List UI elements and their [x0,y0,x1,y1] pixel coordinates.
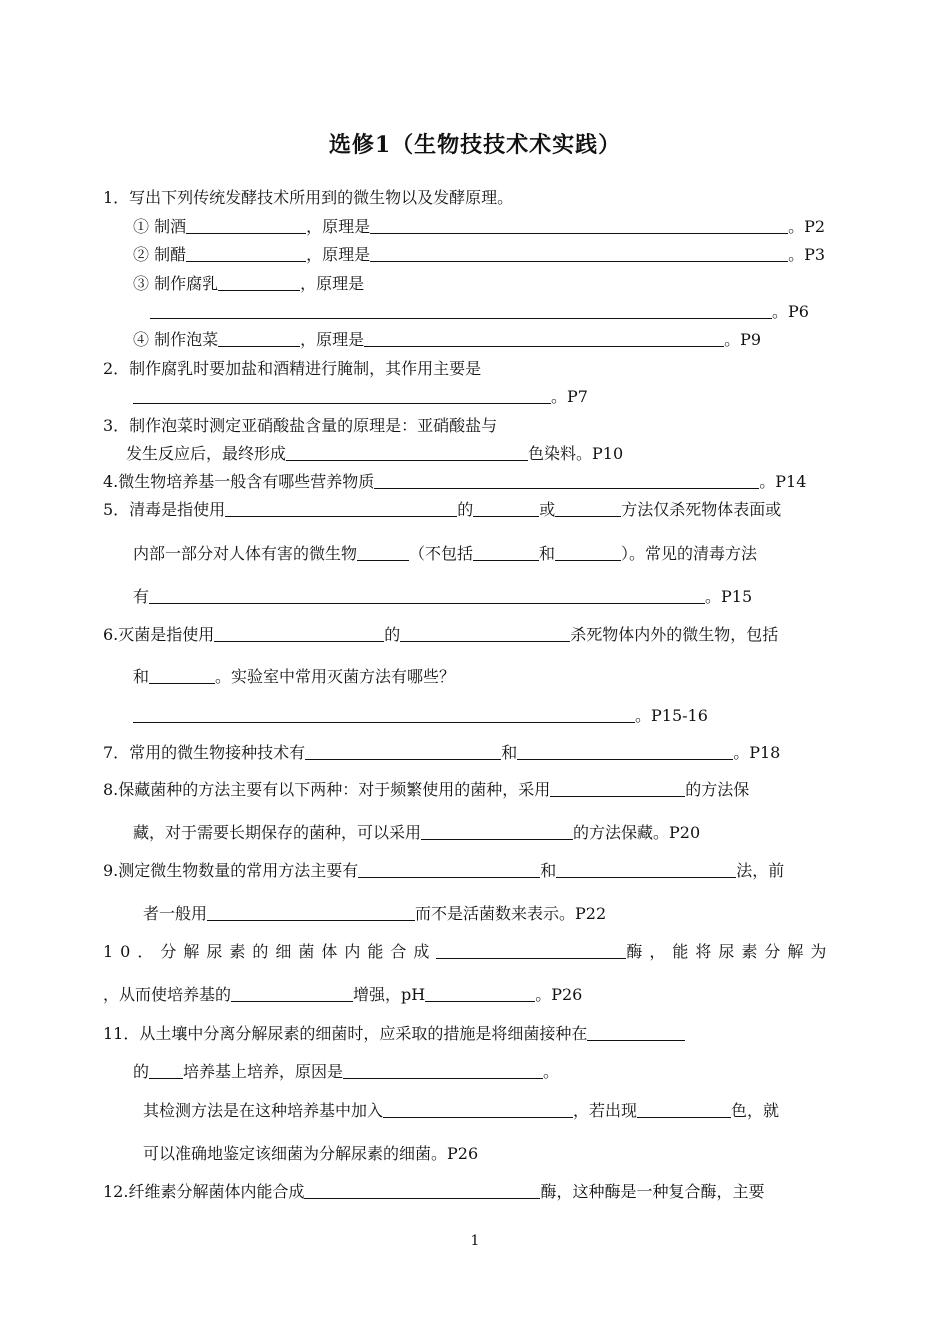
q8-text-c: 藏，对于需要长期保存的菌种，可以采用 [133,823,422,842]
blank [149,668,215,684]
q1-pickle-label: ④ 制作泡菜 [133,330,219,349]
q1-wine-label: ① 制酒 [133,217,187,236]
blank [370,246,788,262]
q3-page: 色染料。P10 [528,444,624,463]
q6-line1 [103,625,778,645]
q6-text-c: 杀死物体内外的微生物，包括 [570,625,779,644]
blank [370,218,788,234]
page-title: 选修1（生物技技术术实践） [328,132,622,158]
q1-wine-line [133,217,825,237]
q11-line3 [143,1101,779,1121]
q10-text-c: ，从而使培养基的 [103,985,232,1004]
q5-line3 [133,587,752,607]
q4-text: 4.微生物培养基一般含有哪些营养物质 [103,472,375,491]
q6-text-e: 。实验室中常用灭菌方法有哪些？ [215,667,456,686]
q1-furu-line [133,274,364,294]
blank [133,707,635,723]
blank [473,545,539,561]
blank [374,473,759,489]
q5-text-h: ）。常见的清毒方法 [621,544,758,563]
q11-text-b: 的 [133,1062,150,1081]
blank [186,246,306,262]
q1-intro: 1．写出下列传统发酵技术所用到的微生物以及发酵原理。 [103,188,514,207]
q12-line1 [103,1182,764,1202]
q1-pickle-principle-label: ，原理是 [300,330,365,349]
blank [218,331,300,347]
q7-line [103,743,780,763]
q6-line3 [133,706,708,726]
q3-line1: 3．制作泡菜时测定亚硝酸盐含量的原理是：亚硝酸盐与 [103,416,498,435]
q1-furu-label: ③ 制作腐乳 [133,274,219,293]
q10-line1 [103,942,833,962]
q9-text-b: 和 [540,861,557,880]
q5-text-c: 或 [539,500,556,519]
blank [218,275,300,291]
q7-text-a: 7．常用的微生物接种技术有 [103,743,306,762]
q11-text-c: 培养基上培养，原因是 [183,1062,344,1081]
page-number: 1 [470,1233,480,1249]
blank [556,862,736,878]
q12-text-a: 12.纤维素分解菌体内能合成 [103,1182,305,1201]
q11-text-f: ，若出现 [573,1101,638,1120]
blank [517,744,733,760]
q9-text-d: 者一般用 [143,904,208,923]
q2-page: 。P7 [551,387,588,406]
blank [425,986,535,1002]
blank [225,501,457,517]
q1-vinegar-principle-label: ，原理是 [306,245,371,264]
blank [555,545,621,561]
q11-line4: 可以准确地鉴定该细菌为分解尿素的细菌。P26 [143,1144,479,1163]
blank [286,445,528,461]
q5-text-b: 的 [457,500,474,519]
q1-furu-principle-label: ，原理是 [300,274,365,293]
blank [587,1025,685,1041]
q5-text-d: 方法仅杀死物体表面或 [621,500,782,519]
q1-vinegar-line [133,245,825,265]
q1-wine-principle-label: ，原理是 [306,217,371,236]
blank [133,388,551,404]
blank [150,303,772,319]
q6-page: 。P15-16 [635,706,708,725]
q5-text-e: 内部一部分对人体有害的微生物 [133,544,358,563]
q8-text-b: 的方法保 [685,780,750,799]
blank [207,905,415,921]
q4-line [103,472,806,492]
blank [304,1183,540,1199]
q5-text-f: （不包括 [409,544,474,563]
q9-text-e: 而不是活菌数来表示。P22 [415,904,607,923]
q10-page: 。P26 [535,985,583,1004]
q10-text-b: 酶，能将尿素分解为 [626,942,834,961]
q5-text-i: 有 [133,587,150,606]
q10-text-a: 10．分解尿素的细菌体内能合成 [103,942,437,961]
q4-page: 。P14 [759,472,807,491]
q12-text-b: 酶，这种酶是一种复合酶，主要 [540,1182,765,1201]
blank [305,744,501,760]
q10-line2 [103,985,582,1005]
blank [436,943,626,959]
blank [550,781,685,797]
q1-pickle-line [133,330,761,350]
blank [214,626,384,642]
q6-text-b: 的 [384,625,401,644]
q10-text-d: 增强，pH [353,985,426,1004]
q7-text-b: 和 [501,743,518,762]
blank [358,862,540,878]
q3-line2 [126,444,623,464]
q6-text-a: 6.灭菌是指使用 [103,625,215,644]
q9-line1 [103,861,784,881]
q2-line2 [133,387,588,407]
q1-vinegar-label: ② 制醋 [133,245,187,264]
q6-text-d: 和 [133,667,150,686]
q9-line2 [143,904,606,924]
q8-text-a: 8.保藏菌种的方法主要有以下两种：对于频繁使用的菌种，采用 [103,780,551,799]
q1-pickle-page: 。P9 [724,330,762,349]
blank [473,501,539,517]
q11-line1 [103,1024,685,1044]
blank [637,1102,731,1118]
blank [383,1102,573,1118]
q2-line1: 2．制作腐乳时要加盐和酒精进行腌制，其作用主要是 [103,359,482,378]
blank [555,501,621,517]
q8-text-d: 的方法保藏。P20 [573,823,701,842]
q1-vinegar-page: 。P3 [788,245,826,264]
blank [357,545,409,561]
q11-line2 [133,1062,559,1082]
blank [343,1063,543,1079]
q5-text-a: 5．清毒是指使用 [103,500,226,519]
q9-text-a: 9.测定微生物数量的常用方法主要有 [103,861,359,880]
q8-line1 [103,780,749,800]
q11-text-e: 其检测方法是在这种培养基中加入 [143,1101,384,1120]
blank [364,331,724,347]
q5-line1 [103,500,781,520]
q11-text-a: 11．从土壤中分离分解尿素的细菌时，应采取的措施是将细菌接种在 [103,1024,588,1043]
q8-line2 [133,823,700,843]
q1-furu-page: 。P6 [772,302,809,321]
q11-text-g: 色，就 [731,1101,780,1120]
q5-page: 。P15 [705,587,753,606]
q1-furu-line2 [150,302,809,322]
blank [186,218,306,234]
blank [400,626,570,642]
blank [149,588,705,604]
q5-line2 [133,544,757,564]
blank [231,986,353,1002]
q3-text: 发生反应后，最终形成 [126,444,287,463]
q5-text-g: 和 [539,544,556,563]
blank [149,1063,183,1079]
q11-text-d: 。 [543,1062,560,1081]
blank [421,824,573,840]
q9-text-c: 法，前 [736,861,785,880]
q1-wine-page: 。P2 [788,217,826,236]
q7-page: 。P18 [733,743,781,762]
q6-line2 [133,667,455,687]
